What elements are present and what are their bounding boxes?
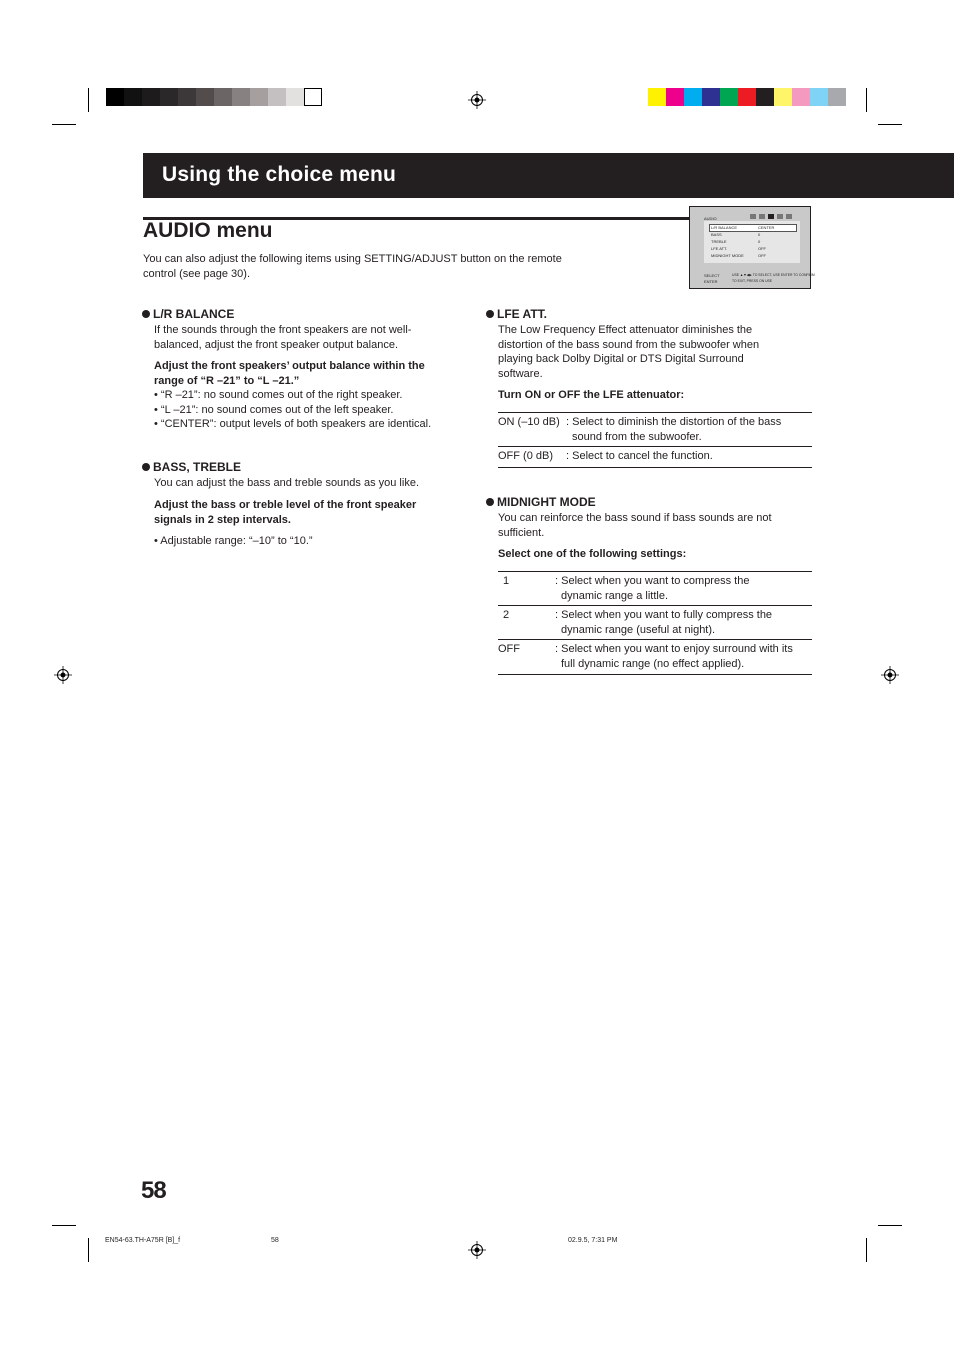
screenshot-nav-text: USE ▲▼◀▶ TO SELECT, USE ENTER TO CONFIRM — [732, 273, 815, 277]
midnight-mode-heading — [486, 495, 596, 509]
bullet-dot-icon — [142, 463, 150, 471]
color-swatch — [828, 88, 846, 106]
grayscale-swatch — [214, 88, 232, 106]
registration-mark-top — [468, 91, 486, 109]
audio-menu-screenshot — [689, 206, 815, 289]
lr-balance-bullet: • “CENTER”: output levels of both speakers are identical. — [154, 418, 432, 430]
bullet-dot-icon — [142, 310, 150, 318]
lfe-table-desc-line: : Select to cancel the function. — [566, 450, 713, 462]
screenshot-icons — [750, 213, 796, 220]
color-swatch — [684, 88, 702, 106]
color-swatch — [756, 88, 774, 106]
lfe-att-desc — [498, 323, 813, 381]
midnight-table-desc-line: : Select when you want to fully compress the — [555, 609, 773, 621]
bullet-dot-icon — [486, 498, 494, 506]
grayscale-swatch — [268, 88, 286, 106]
bass-treble-instruction-line: signals in 2 step intervals. — [154, 513, 291, 526]
midnight-table-setting: OFF — [498, 643, 520, 655]
midnight-mode-heading-text: MIDNIGHT MODE — [497, 495, 596, 509]
grayscale-swatch — [142, 88, 160, 106]
grayscale-swatch — [250, 88, 268, 106]
lfe-att-desc-line: software. — [498, 367, 543, 380]
midnight-table-desc-line: dynamic range (useful at night). — [561, 623, 716, 636]
screenshot-nav-text: TO EXIT, PRESS ON USE — [732, 279, 773, 283]
lfe-table-desc-line: sound from the subwoofer. — [572, 430, 702, 443]
table-rule — [498, 571, 812, 572]
registration-mark-right — [881, 666, 899, 684]
registration-mark-bottom — [468, 1241, 486, 1259]
color-swatch — [666, 88, 684, 106]
table-rule — [498, 412, 812, 413]
screenshot-row-label: MIDNIGHT MODE — [711, 253, 744, 258]
midnight-mode-instruction: Select one of the following settings: — [498, 548, 687, 560]
lfe-att-desc-line: playing back Dolby Digital or DTS Digital Surround — [498, 353, 744, 365]
lr-balance-instruction — [154, 359, 464, 388]
bass-treble-bullet: • Adjustable range: “–10” to “10.” — [154, 535, 313, 547]
footer-page: 58 — [271, 1237, 279, 1244]
section-title: AUDIO menu — [143, 219, 273, 242]
lr-balance-bullet: • “R –21”: no sound comes out of the right speaker. — [154, 389, 403, 401]
lfe-att-desc-line: distortion of the bass sound from the subwoofer when — [498, 338, 760, 351]
midnight-table-desc-line: : Select when you want to enjoy surround with its — [555, 643, 793, 655]
footer-file: EN54-63.TH-A75R [B]_f — [105, 1237, 181, 1244]
grayscale-swatch — [196, 88, 214, 106]
bass-treble-instruction — [154, 498, 464, 527]
table-rule — [498, 639, 812, 640]
midnight-table-desc-line: : Select when you want to compress the — [555, 575, 750, 587]
table-rule — [498, 605, 812, 606]
midnight-table-desc-line: full dynamic range (no effect applied). — [561, 657, 745, 670]
color-swatch — [738, 88, 756, 106]
bullet-dot-icon — [486, 310, 494, 318]
bass-treble-desc: You can adjust the bass and treble sounds as you like. — [154, 477, 419, 489]
grayscale-swatch — [304, 88, 322, 106]
midnight-table-setting: 1 — [503, 575, 510, 587]
lfe-table-desc — [566, 449, 812, 464]
registration-mark-left — [54, 666, 72, 684]
color-swatch — [648, 88, 666, 106]
section-intro-line: You can also adjust the following items using SETTING/ADJUST button on the remote — [143, 253, 562, 265]
midnight-table-desc-line: dynamic range a little. — [561, 589, 668, 602]
screenshot-row-label: LFE ATT. — [711, 246, 728, 251]
screenshot-nav-left: SELECT — [704, 273, 720, 278]
screenshot-row-value: 0 — [758, 232, 761, 237]
screenshot-row-value: 0 — [758, 239, 761, 244]
page-number: 58 — [141, 1177, 166, 1204]
screenshot-row-value: OFF — [758, 253, 766, 258]
lr-balance-bullet: • “L –21”: no sound comes out of the left speaker. — [154, 403, 394, 416]
header-band-title: Using the choice menu — [162, 163, 397, 186]
grayscale-swatch — [286, 88, 304, 106]
table-rule — [498, 446, 812, 447]
screenshot-panel — [704, 221, 800, 263]
grayscale-swatch — [124, 88, 142, 106]
lr-balance-desc — [154, 323, 464, 352]
lfe-att-heading — [486, 307, 547, 321]
lr-balance-heading-text: L/R BALANCE — [153, 307, 235, 321]
lr-balance-desc-line: If the sounds through the front speakers are not well- — [154, 324, 412, 336]
grayscale-swatch — [232, 88, 250, 106]
lfe-table-desc-line: : Select to diminish the distortion of the bass — [566, 416, 782, 428]
color-swatch — [792, 88, 810, 106]
lfe-table-setting: OFF (0 dB) — [498, 450, 554, 462]
bass-treble-instruction-line: Adjust the bass or treble level of the front speaker — [154, 499, 417, 511]
color-swatch — [720, 88, 738, 106]
table-rule — [498, 467, 812, 468]
lfe-att-heading-text: LFE ATT. — [497, 307, 547, 321]
lr-balance-desc-line: balanced, adjust the front speaker output balance. — [154, 338, 399, 351]
grayscale-swatch — [160, 88, 178, 106]
midnight-table-setting: 2 — [503, 609, 510, 621]
midnight-mode-desc — [498, 511, 813, 540]
lfe-att-instruction: Turn ON or OFF the LFE attenuator: — [498, 389, 685, 401]
screenshot-row-label: L/R BALANCE — [711, 225, 738, 230]
lfe-table-setting: ON (–10 dB) — [498, 416, 560, 428]
grayscale-swatch — [106, 88, 124, 106]
midnight-mode-desc-line: sufficient. — [498, 526, 545, 539]
midnight-table-desc — [555, 642, 812, 671]
screenshot-row-label: BASS — [711, 232, 722, 237]
lr-balance-bullets — [154, 388, 464, 432]
grayscale-swatch — [178, 88, 196, 106]
screenshot-nav-left: ENTER — [704, 279, 718, 284]
midnight-table-desc — [555, 608, 812, 637]
bass-treble-heading — [142, 460, 241, 474]
color-swatch — [702, 88, 720, 106]
lfe-att-desc-line: The Low Frequency Effect attenuator diminishes the — [498, 324, 753, 336]
color-swatch — [774, 88, 792, 106]
bass-treble-heading-text: BASS, TREBLE — [153, 460, 242, 474]
lr-balance-instruction-line: Adjust the front speakers’ output balance within the — [154, 360, 425, 372]
lfe-table-desc — [566, 415, 812, 444]
screenshot-row-value: OFF — [758, 246, 766, 251]
screenshot-row-value: CENTER — [758, 225, 775, 230]
lr-balance-instruction-line: range of “R –21” to “L –21.” — [154, 374, 300, 387]
screenshot-menu-title: AUDIO — [704, 216, 717, 221]
lr-balance-heading — [142, 307, 234, 321]
midnight-mode-desc-line: You can reinforce the bass sound if bass sounds are not — [498, 512, 772, 524]
screenshot-row-label: TREBLE — [711, 239, 727, 244]
section-intro-line: control (see page 30). — [143, 267, 251, 280]
table-rule — [498, 674, 812, 675]
midnight-table-desc — [555, 574, 812, 603]
footer-date: 02.9.5, 7:31 PM — [568, 1237, 618, 1244]
color-swatch — [810, 88, 828, 106]
section-intro — [143, 252, 683, 281]
